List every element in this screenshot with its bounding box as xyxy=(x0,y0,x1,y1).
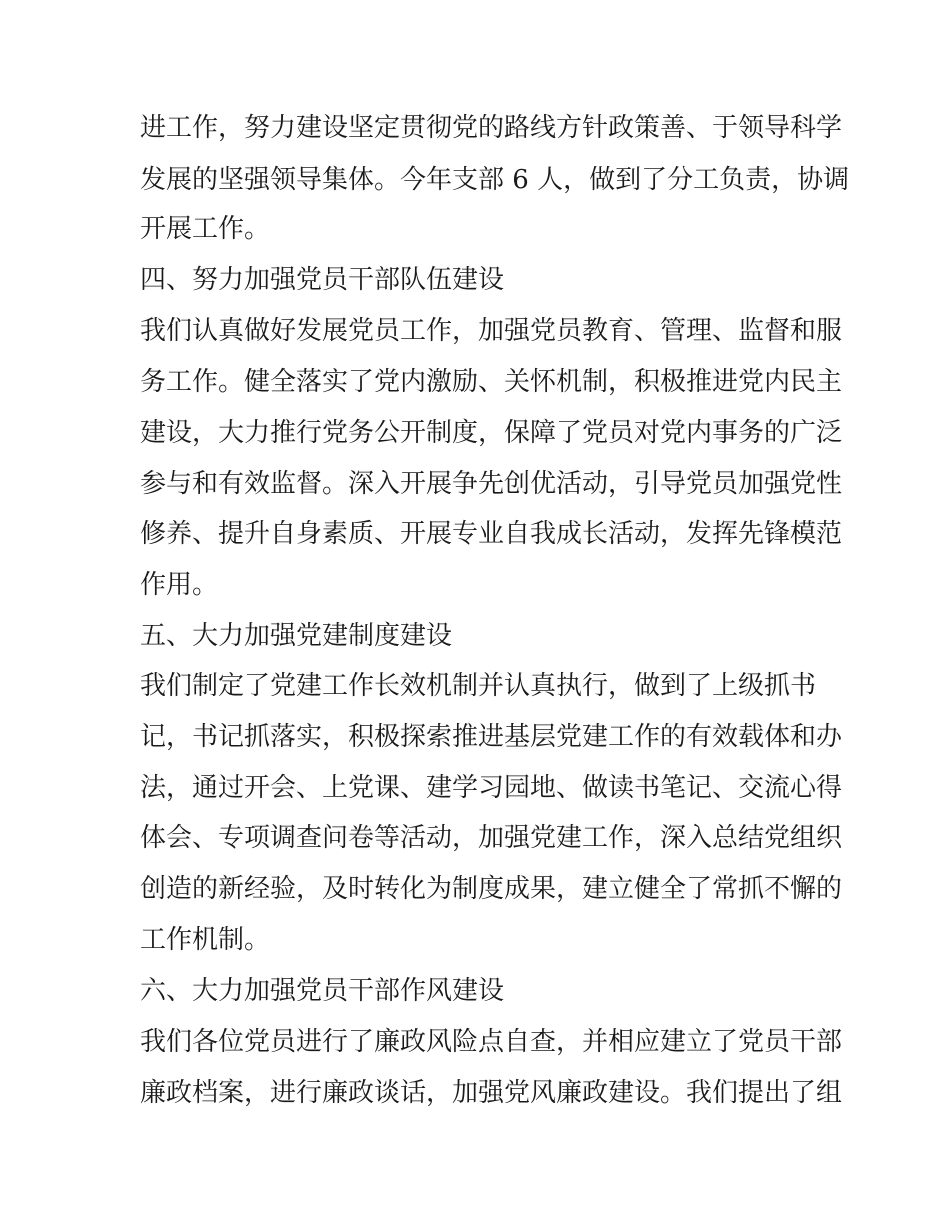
text-line: 法，通过开会、上党课、建学习园地、做读书笔记、交流心得 xyxy=(140,773,843,803)
text-line: 作用。 xyxy=(140,570,219,600)
text-line: 创造的新经验，及时转化为制度成果，建立健全了常抓不懈的 xyxy=(140,874,843,904)
text-line: 务工作。健全落实了党内激励、关怀机制，积极推进党内民主 xyxy=(140,367,843,397)
text-line: 修养、提升自身素质、开展专业自我成长活动，发挥先锋模范 xyxy=(140,519,843,549)
text-line: 工作机制。 xyxy=(140,925,271,955)
text-line: 我们认真做好发展党员工作，加强党员教育、管理、监督和服 xyxy=(140,316,843,346)
text-line: 开展工作。 xyxy=(140,214,271,244)
text-line: 廉政档案，进行廉政谈话，加强党风廉政建设。我们提出了组 xyxy=(140,1078,843,1108)
text-line: 我们制定了党建工作长效机制并认真执行，做到了上级抓书 xyxy=(140,671,817,701)
section-heading-6: 六、大力加强党员干部作风建设 xyxy=(140,976,505,1006)
section-heading-4: 四、努力加强党员干部队伍建设 xyxy=(140,265,505,295)
text-line: 参与和有效监督。深入开展争先创优活动，引导党员加强党性 xyxy=(140,469,843,499)
text-line: 体会、专项调查问卷等活动，加强党建工作，深入总结党组织 xyxy=(140,823,843,853)
text-line: 发展的坚强领导集体。今年支部 6 人，做到了分工负责，协调 xyxy=(140,165,850,195)
text-line: 建设，大力推行党务公开制度，保障了党员对党内事务的广泛 xyxy=(140,418,843,448)
text-line: 记，书记抓落实，积极探索推进基层党建工作的有效载体和办 xyxy=(140,722,843,752)
section-heading-5: 五、大力加强党建制度建设 xyxy=(140,621,453,651)
text-line: 我们各位党员进行了廉政风险点自查，并相应建立了党员干部 xyxy=(140,1027,843,1057)
text-line: 进工作，努力建设坚定贯彻党的路线方针政策善、于领导科学 xyxy=(140,113,843,143)
